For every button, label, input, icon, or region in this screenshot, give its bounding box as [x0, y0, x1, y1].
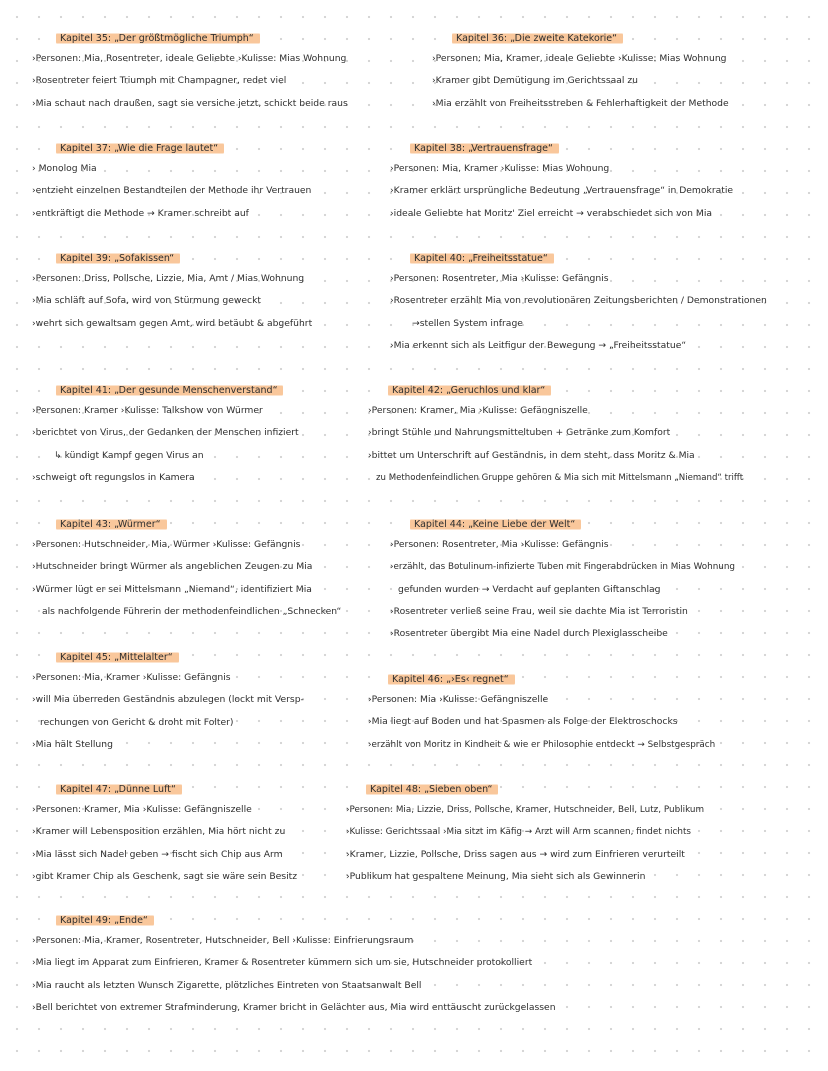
note-line: ›bittet um Unterschrift auf Geständnis, in dem steht, dass Moritz & Mia — [368, 449, 695, 461]
chapter-title: Kapitel 43: „Würmer“ — [56, 518, 167, 531]
note-line: ›Personen: Mia ›Kulisse: Gefängniszelle — [368, 694, 549, 705]
section-kapitel-36 — [432, 26, 729, 115]
note-line: ›Personen: Mia, Kramer, Rosentreter, Hutschneider, Bell ›Kulisse: Einfrierungsraum — [32, 935, 414, 946]
note-line: zu Methodenfeindlichen Gruppe gehören & Mia sich mit Mittelsmann „Niemand“ trifft — [376, 472, 744, 483]
chapter-title: Kapitel 49: „Ende“ — [56, 914, 154, 927]
chapter-title: Kapitel 42: „Geruchlos und klar“ — [388, 384, 551, 397]
note-line: ›Rosentreter verließ seine Frau, weil sie dachte Mia ist Terroristin — [390, 605, 688, 617]
note-line: ›Personen: Mia, Rosentreter, ideale Geliebte ›Kulisse: Mias Wohnung — [32, 53, 347, 64]
chapter-title: Kapitel 39: „Sofakissen“ — [56, 252, 180, 265]
note-line: ›Rosentreter feiert Triumph mit Champagner, redet viel — [32, 75, 287, 87]
note-line: ↳ kündigt Kampf gegen Virus an — [54, 449, 204, 461]
chapter-title: Kapitel 46: „›Es‹ regnet“ — [388, 673, 515, 686]
chapter-title: Kapitel 47: „Dünne Luft“ — [56, 783, 182, 796]
note-line: ›Personen: Kramer, Mia ›Kulisse: Gefängniszelle — [368, 405, 588, 416]
section-kapitel-42 — [368, 378, 743, 489]
note-line: ›Kramer, Lizzie, Pollsche, Driss sagen aus → wird zum Einfrieren verurteilt — [346, 848, 685, 860]
note-line: ›ideale Geliebte hat Moritz' Ziel erreicht → verabschiedet sich von Mia — [390, 207, 713, 219]
section-kapitel-46 — [368, 667, 715, 756]
note-line: ›Personen: Kramer, Mia ›Kulisse: Gefängniszelle — [32, 804, 252, 815]
note-line: →stellen System infrage — [412, 317, 523, 329]
section-kapitel-48 — [346, 777, 704, 888]
note-line: ›Kramer gibt Demütigung im Gerichtssaal zu — [432, 75, 638, 87]
section-kapitel-40 — [390, 246, 767, 357]
chapter-title: Kapitel 45: „Mittelalter“ — [56, 651, 179, 664]
chapter-title: Kapitel 35: „Der größtmögliche Triumph“ — [56, 32, 260, 45]
note-line: ›Personen: Driss, Pollsche, Lizzie, Mia, Amt / Mias Wohnung — [32, 273, 305, 284]
section-kapitel-45 — [32, 645, 304, 756]
note-line: ›bringt Stühle und Nahrungsmitteltuben + Getränke zum Komfort — [368, 427, 671, 439]
note-line: ›Kramer erklärt ursprüngliche Bedeutung „Vertrauensfrage“ in Demokratie — [390, 185, 734, 197]
note-line: ›Mia liegt im Apparat zum Einfrieren, Kramer & Rosentreter kümmern sich um sie, Hutschneider protokolliert — [32, 957, 533, 969]
note-line: ›Mia liegt auf Boden und hat Spasmen als Folge der Elektroschocks — [368, 716, 678, 728]
note-line: ›gibt Kramer Chip als Geschenk, sagt sie wäre sein Besitz — [32, 870, 298, 882]
section-kapitel-44 — [390, 512, 735, 645]
chapter-title: Kapitel 41: „Der gesunde Menschenverstand“ — [56, 384, 283, 397]
chapter-title: Kapitel 44: „Keine Liebe der Welt“ — [410, 518, 581, 531]
chapter-title: Kapitel 40: „Freiheitsstatue“ — [410, 252, 554, 265]
note-line: ›Hutschneider bringt Würmer als angeblichen Zeugen zu Mia — [32, 561, 313, 573]
note-line: › Monolog Mia — [32, 163, 97, 174]
note-line: ›Rosentreter erzählt Mia von revolutionären Zeitungsberichten / Demonstrationen — [390, 295, 767, 307]
note-line: ›Kramer will Lebensposition erzählen, Mia hört nicht zu — [32, 826, 286, 838]
note-line: ›erzählt von Moritz in Kindheit & wie er Philosophie entdeckt → Selbstgespräch — [368, 739, 716, 750]
chapter-title: Kapitel 37: „Wie die Frage lautet“ — [56, 142, 224, 155]
note-line: ›Personen: Hutschneider, Mia, Würmer ›Kulisse: Gefängnis — [32, 539, 301, 550]
note-line: ›Mia lässt sich Nadel geben → fischt sich Chip aus Arm — [32, 848, 283, 860]
note-line: ›Publikum hat gespaltene Meinung, Mia sieht sich als Gewinnerin — [346, 870, 646, 882]
note-line: ›entzieht einzelnen Bestandteilen der Methode ihr Vertrauen — [32, 185, 312, 197]
note-line: ›Rosentreter übergibt Mia eine Nadel durch Plexiglasscheibe — [390, 628, 668, 640]
note-line: ›entkräftigt die Methode → Kramer schreibt auf — [32, 207, 249, 219]
section-kapitel-35 — [32, 26, 348, 115]
section-kapitel-41 — [32, 378, 299, 489]
note-line: ›Würmer lügt er sei Mittelsmann „Niemand“, identifiziert Mia — [32, 583, 312, 595]
note-line: ›Mia hält Stellung — [32, 738, 113, 750]
note-line: ›Mia erkennt sich als Leitfigur der Bewegung → „Freiheitsstatue“ — [390, 339, 687, 351]
note-line: ›wehrt sich gewaltsam gegen Amt, wird betäubt & abgeführt — [32, 317, 313, 329]
note-line: ›berichtet von Virus, der Gedanken der Menschen infiziert — [32, 427, 299, 439]
section-kapitel-37 — [32, 136, 311, 225]
section-kapitel-47 — [32, 777, 297, 888]
note-line: ›Personen: Kramer ›Kulisse: Talkshow von Würmer — [32, 405, 263, 416]
note-line: als nachfolgende Führerin der methodenfeindlichen „Schnecken“ — [42, 605, 342, 617]
note-line: ›Personen: Rosentreter, Mia ›Kulisse: Gefängnis — [390, 273, 609, 284]
section-kapitel-38 — [390, 136, 733, 225]
note-line: ›Personen: Mia, Kramer, ideale Geliebte ›Kulisse: Mias Wohnung — [432, 53, 727, 64]
chapter-title: Kapitel 48: „Sieben oben“ — [366, 783, 498, 796]
note-line: ›Personen: Mia, Lizzie, Driss, Pollsche, Kramer, Hutschneider, Bell, Lutz, Publikum — [346, 805, 705, 815]
note-line: gefunden wurden → Verdacht auf geplanten Giftanschlag — [398, 583, 661, 595]
section-kapitel-43 — [32, 512, 341, 623]
note-line: ›erzählt, das Botulinum-infizierte Tuben mit Fingerabdrücken in Mias Wohnung — [390, 562, 736, 573]
chapter-title: Kapitel 36: „Die zweite Katekorie“ — [452, 32, 623, 45]
note-line: ›Personen: Rosentreter, Mia ›Kulisse: Gefängnis — [390, 539, 609, 550]
note-line: ›will Mia überreden Geständnis abzulegen (lockt mit Versp- — [32, 694, 304, 706]
note-line: ›Mia raucht als letzten Wunsch Zigarette, plötzliches Eintreten von Staatsanwalt Bell — [32, 979, 422, 991]
note-line: ›Personen: Mia, Kramer ›Kulisse: Gefängnis — [32, 672, 231, 683]
note-line: ›Mia schaut nach draußen, sagt sie versiche jetzt, schickt beide raus — [32, 97, 348, 109]
chapter-title: Kapitel 38: „Vertrauensfrage“ — [410, 142, 559, 155]
section-kapitel-39 — [32, 246, 312, 335]
section-kapitel-49 — [32, 908, 556, 1019]
note-line: ›Personen: Mia, Kramer ›Kulisse: Mias Wohnung — [390, 163, 610, 174]
note-line: ›Kulisse: Gerichtssaal ›Mia sitzt im Käfig → Arzt will Arm scannen, findet nichts — [346, 827, 691, 838]
note-line: ›Mia schläft auf Sofa, wird von Stürmung geweckt — [32, 295, 261, 307]
note-line: ›schweigt oft regungslos in Kamera — [32, 471, 195, 483]
note-line: ›Bell berichtet von extremer Strafminderung, Kramer bricht in Gelächter aus, Mia wird enttäuscht zurückgelassen — [32, 1001, 556, 1013]
note-line: rechungen von Gericht & droht mit Folter) — [40, 716, 234, 728]
note-line: ›Mia erzählt von Freiheitsstreben & Fehlerhaftigkeit der Methode — [432, 97, 729, 109]
